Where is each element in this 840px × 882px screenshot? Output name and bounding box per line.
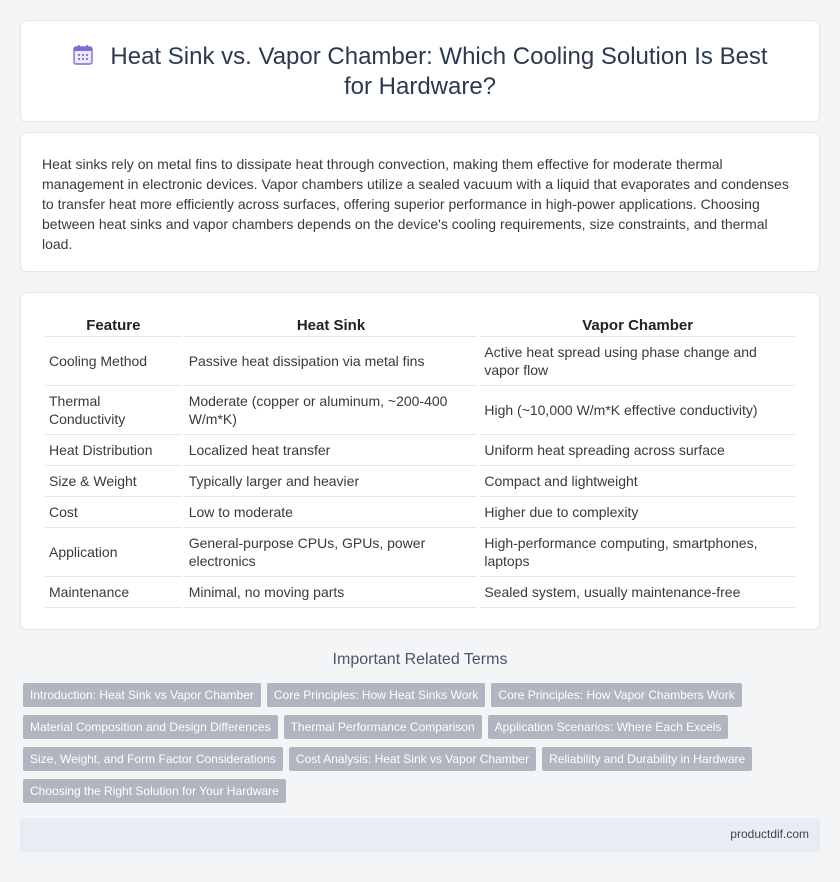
table-row: [45, 337, 795, 386]
row-heat-sink: Passive heat dissipation via metal fins: [185, 337, 478, 386]
header-heat-sink: Heat Sink: [185, 316, 478, 337]
row-feature: Cooling Method: [45, 337, 182, 386]
table-row: [45, 466, 795, 497]
related-term-tag[interactable]: Core Principles: How Heat Sinks Work: [267, 683, 486, 707]
title-card: [20, 20, 820, 122]
row-feature: Maintenance: [45, 577, 182, 608]
footer: [20, 818, 820, 852]
comparison-card: [20, 292, 820, 630]
row-heat-sink: Low to moderate: [185, 497, 478, 528]
page-title: Heat Sink vs. Vapor Chamber: Which Cooling Solution Is Best for Hardware?: [110, 43, 768, 100]
related-term-tag[interactable]: Introduction: Heat Sink vs Vapor Chamber: [23, 683, 261, 707]
header-feature: Feature: [45, 316, 182, 337]
related-terms-list: [23, 683, 803, 811]
row-feature: Heat Distribution: [45, 435, 182, 466]
page-title-wrap: [21, 42, 819, 102]
related-term-tag[interactable]: Choosing the Right Solution for Your Hardware: [23, 779, 286, 803]
header-vapor-chamber: Vapor Chamber: [480, 316, 795, 337]
row-feature: Size & Weight: [45, 466, 182, 497]
row-vapor-chamber: Higher due to complexity: [480, 497, 795, 528]
row-vapor-chamber: Sealed system, usually maintenance-free: [480, 577, 795, 608]
footer-site-link[interactable]: productdif.com: [730, 827, 809, 841]
comparison-table: [42, 316, 798, 608]
related-term-tag[interactable]: Core Principles: How Vapor Chambers Work: [491, 683, 741, 707]
row-feature: Thermal Conductivity: [45, 386, 182, 435]
row-vapor-chamber: Compact and lightweight: [480, 466, 795, 497]
row-heat-sink: Moderate (copper or aluminum, ~200-400 W/m*K): [185, 386, 478, 435]
table-row: [45, 528, 795, 577]
row-heat-sink: Localized heat transfer: [185, 435, 478, 466]
row-vapor-chamber: High-performance computing, smartphones, laptops: [480, 528, 795, 577]
intro-paragraph: Heat sinks rely on metal fins to dissipate heat through convection, making them effective for moderate thermal management in electronic devices. Vapor chambers utilize a sealed vacuum with a liquid that evaporates and condenses to transfer heat more efficiently across surfaces, offering superior performance in high-power applications. Choosing between heat sinks and vapor chambers depends on the device's cooling requirements, size constraints, and thermal load.: [42, 156, 789, 252]
related-term-tag[interactable]: Reliability and Durability in Hardware: [542, 747, 752, 771]
row-vapor-chamber: Active heat spread using phase change and vapor flow: [480, 337, 795, 386]
table-row: [45, 435, 795, 466]
row-heat-sink: General-purpose CPUs, GPUs, power electronics: [185, 528, 478, 577]
table-row: [45, 497, 795, 528]
related-terms-title: Important Related Terms: [332, 651, 508, 668]
row-vapor-chamber: Uniform heat spreading across surface: [480, 435, 795, 466]
row-heat-sink: Minimal, no moving parts: [185, 577, 478, 608]
table-header-row: [45, 316, 795, 337]
related-term-tag[interactable]: Material Composition and Design Differences: [23, 715, 278, 739]
calendar-grid-icon: [72, 44, 94, 66]
intro-card: [20, 132, 820, 272]
related-term-tag[interactable]: Application Scenarios: Where Each Excels: [488, 715, 729, 739]
table-row: [45, 577, 795, 608]
row-heat-sink: Typically larger and heavier: [185, 466, 478, 497]
related-term-tag[interactable]: Size, Weight, and Form Factor Considerations: [23, 747, 283, 771]
table-row: [45, 386, 795, 435]
row-vapor-chamber: High (~10,000 W/m*K effective conductivity): [480, 386, 795, 435]
related-term-tag[interactable]: Thermal Performance Comparison: [284, 715, 482, 739]
related-term-tag[interactable]: Cost Analysis: Heat Sink vs Vapor Chamber: [289, 747, 536, 771]
row-feature: Cost: [45, 497, 182, 528]
row-feature: Application: [45, 528, 182, 577]
